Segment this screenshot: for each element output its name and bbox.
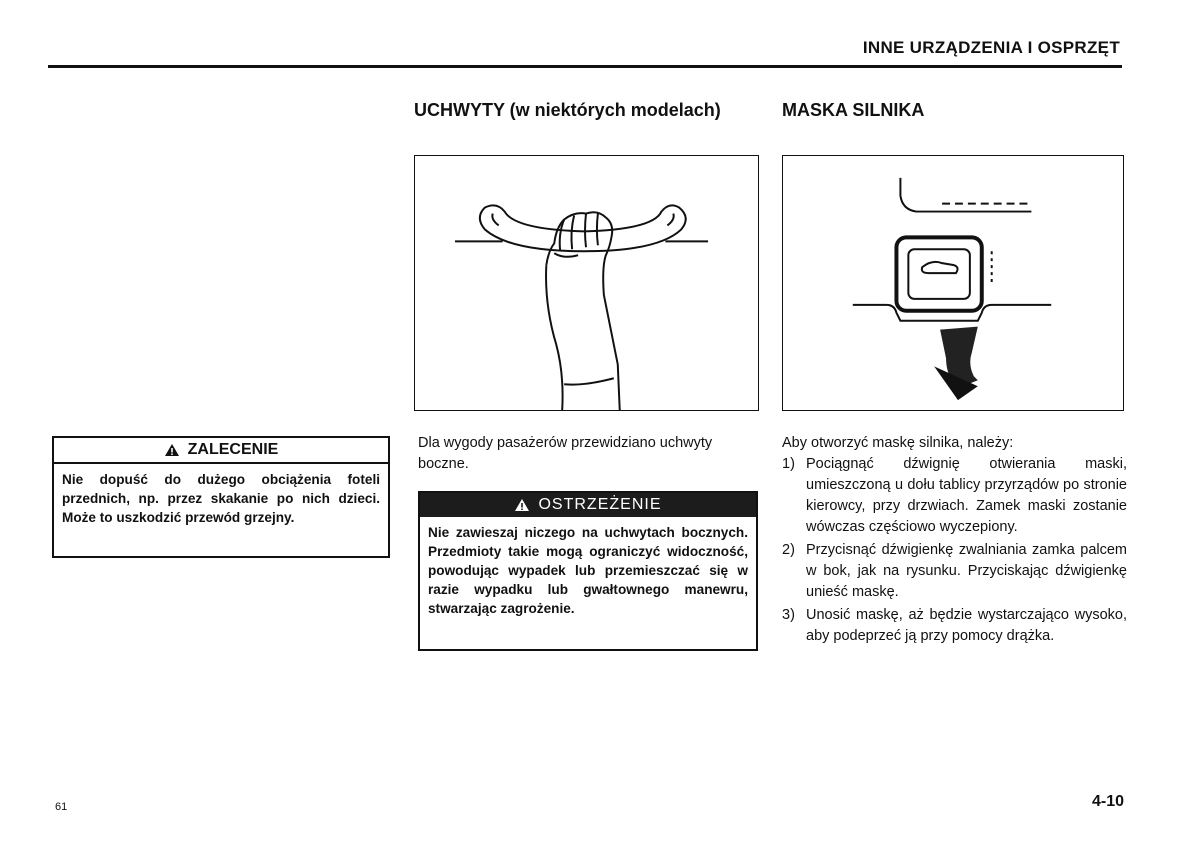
caution-triangle-icon [164,443,180,457]
list-item [782,454,1127,538]
grab-handle-illustration [414,155,759,411]
warning-box [418,491,758,651]
page-number-right: 4-10 [1091,793,1124,810]
list-item [782,540,1127,603]
page-number-left: 61 [55,801,68,813]
step-text: Unosić maskę, aż będzie wystarczająco wysoko, aby podeprzeć ją przy pomocy drążka. [806,607,1127,644]
step-text: Przycisnąć dźwigienkę zwalniania zamka palcem w bok, jak na rysunku. Przyciskając dźwigienkę unieść maskę. [806,542,1127,600]
caution-box [52,436,390,558]
step-number: 3) [782,607,795,623]
hood-instructions [782,433,1127,649]
step-number: 2) [782,542,795,558]
warning-text: Nie zawieszaj niczego na uchwytach bocznych. Przedmioty takie mogą ograniczyć widoczność, powodując wypadek lub przemieszczać się w razie wypadku lub gwałtownego manewru, stwarzając zagrożenie. [428,525,748,616]
caution-title: ZALECENIE [187,441,279,458]
step-number: 1) [782,456,795,472]
list-item [782,605,1127,647]
hood-lever-drawing [783,156,1123,410]
step-text: Pociągnąć dźwignię otwierania maski, umieszczoną u dołu tablicy przyrządów po stronie kierowcy, przy drzwiach. Zamek maski zostanie wówczas częściowo wyczepiony. [806,456,1127,535]
hood-release-illustration [782,155,1124,411]
warning-triangle-icon [514,498,530,512]
caution-text: Nie dopuść do dużego obciążenia foteli przednich, np. przez skakanie po nich dzieci. Może to uszkodzić przewód grzejny. [62,472,380,525]
section-title: INNE URZĄDZENIA I OSPRZĘT [862,38,1120,57]
warning-header [420,493,756,517]
header-rule [48,65,1122,68]
grab-handle-drawing [415,156,758,410]
heading-engine-hood: MASKA SILNIKA [782,100,925,120]
hood-steps-list [782,454,1127,647]
caution-header [54,438,388,464]
heading-grab-handles: UCHWYTY (w niektórych modelach) [414,100,721,120]
grab-handles-paragraph: Dla wygody pasażerów przewidziano uchwyty boczne. [418,435,713,472]
hood-intro: Aby otworzyć maskę silnika, należy: [782,435,1014,451]
warning-title: OSTRZEŻENIE [538,496,662,513]
